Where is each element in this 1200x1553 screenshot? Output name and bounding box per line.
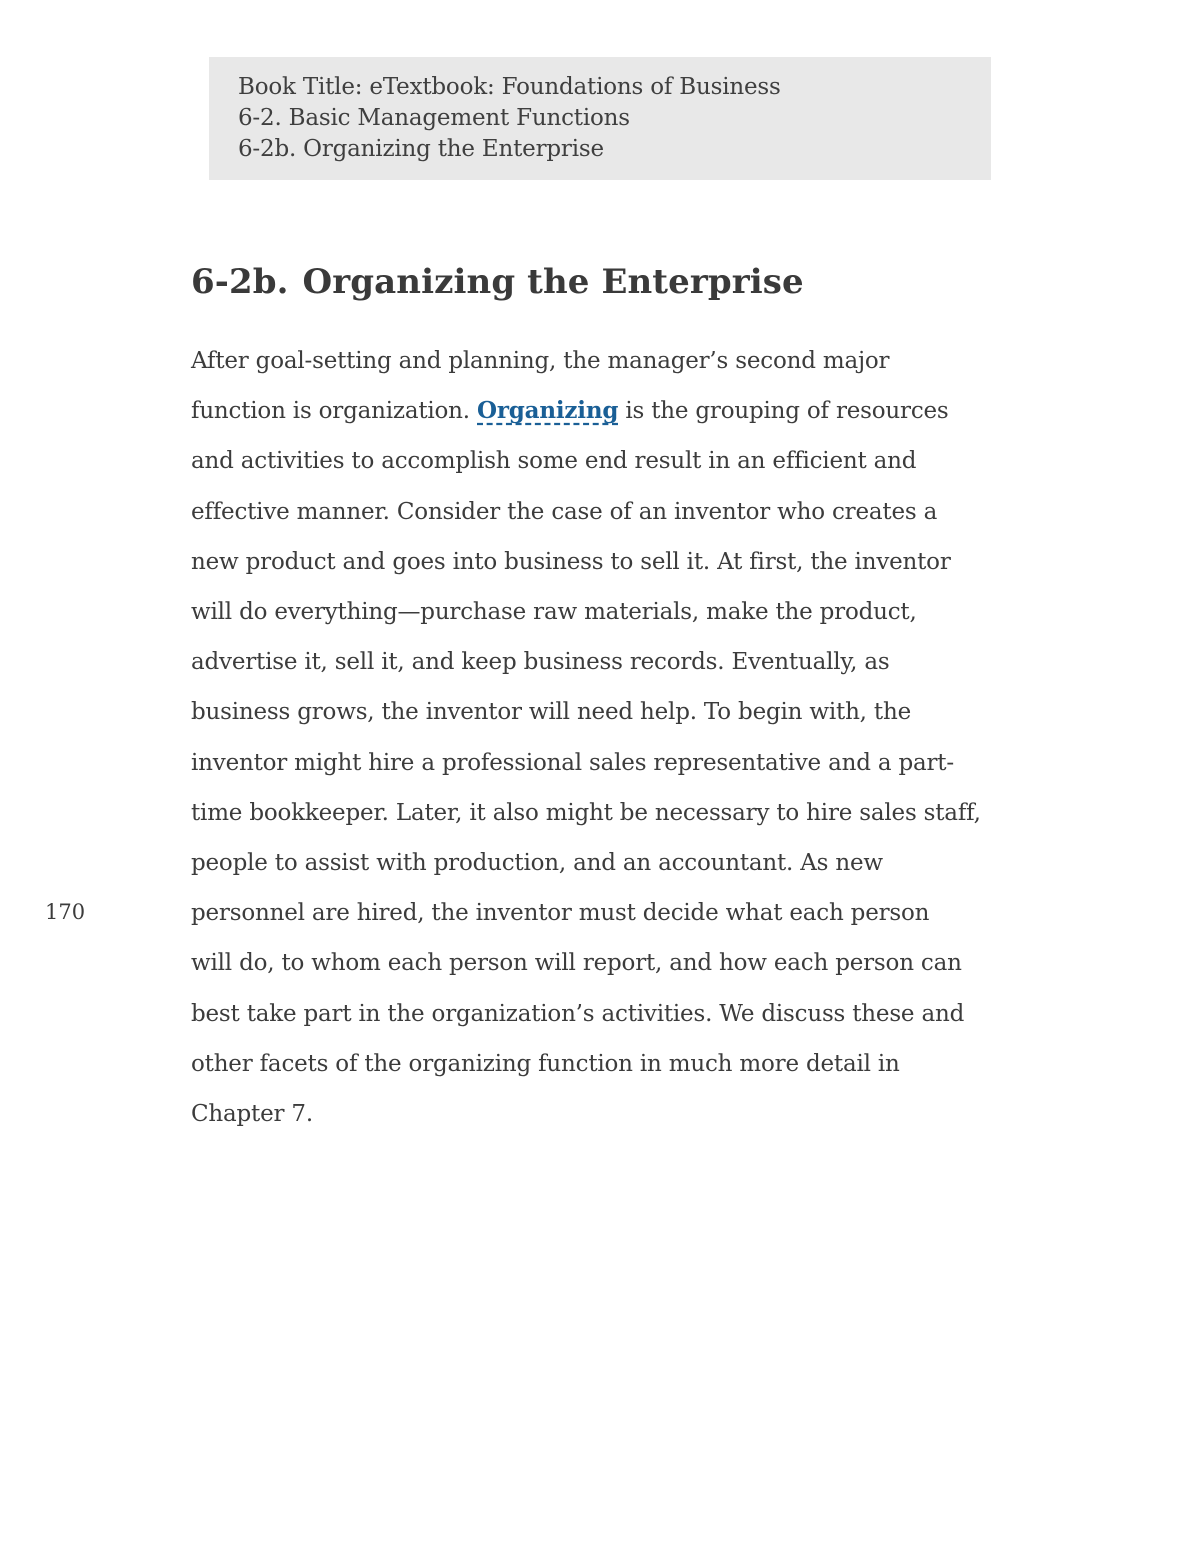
paragraph-line: effective manner. Consider the case of an inventor who creates a bbox=[191, 498, 938, 525]
paragraph-line: business grows, the inventor will need help. To begin with, the bbox=[191, 699, 911, 726]
paragraph-line: will do everything—purchase raw materials, make the product, bbox=[191, 599, 917, 626]
paragraph-line: best take part in the organization’s activities. We discuss these and bbox=[191, 1000, 965, 1027]
paragraph-line: personnel are hired, the inventor must decide what each person bbox=[191, 900, 930, 927]
paragraph-text: function is organization. bbox=[191, 398, 478, 425]
paragraph-line: After goal-setting and planning, the manager’s second major bbox=[191, 348, 890, 374]
paragraph-text: is the grouping of resources bbox=[618, 398, 949, 425]
paragraph-line: time bookkeeper. Later, it also might be necessary to hire sales staff, bbox=[191, 799, 981, 826]
paragraph-line: new product and goes into business to sell it. At first, the inventor bbox=[191, 548, 951, 575]
paragraph-line: advertise it, sell it, and keep business records. Eventually, as bbox=[191, 649, 890, 676]
paragraph-line: other facets of the organizing function in much more detail in bbox=[191, 1050, 900, 1077]
key-term-link-organizing[interactable]: Organizing bbox=[477, 397, 619, 425]
paragraph-line bbox=[191, 386, 1021, 436]
paragraph-line: will do, to whom each person will report, and how each person can bbox=[191, 950, 962, 977]
section-heading bbox=[191, 262, 804, 302]
section-number: 6-2b. bbox=[191, 262, 289, 302]
paragraph-line: inventor might hire a professional sales representative and a part- bbox=[191, 749, 954, 776]
breadcrumb-book-title: Book Title: eTextbook: Foundations of Business bbox=[238, 74, 781, 100]
paragraph-line: and activities to accomplish some end result in an efficient and bbox=[191, 448, 917, 475]
breadcrumb-subsection: 6-2b. Organizing the Enterprise bbox=[238, 136, 604, 162]
breadcrumb bbox=[209, 57, 991, 180]
body-paragraph bbox=[191, 336, 1021, 1139]
paragraph-line: people to assist with production, and an accountant. As new bbox=[191, 850, 883, 877]
page-number: 170 bbox=[45, 900, 86, 924]
section-title: Organizing the Enterprise bbox=[302, 262, 804, 302]
breadcrumb-chapter-section: 6-2. Basic Management Functions bbox=[238, 105, 630, 131]
paragraph-line: Chapter 7. bbox=[191, 1101, 313, 1128]
